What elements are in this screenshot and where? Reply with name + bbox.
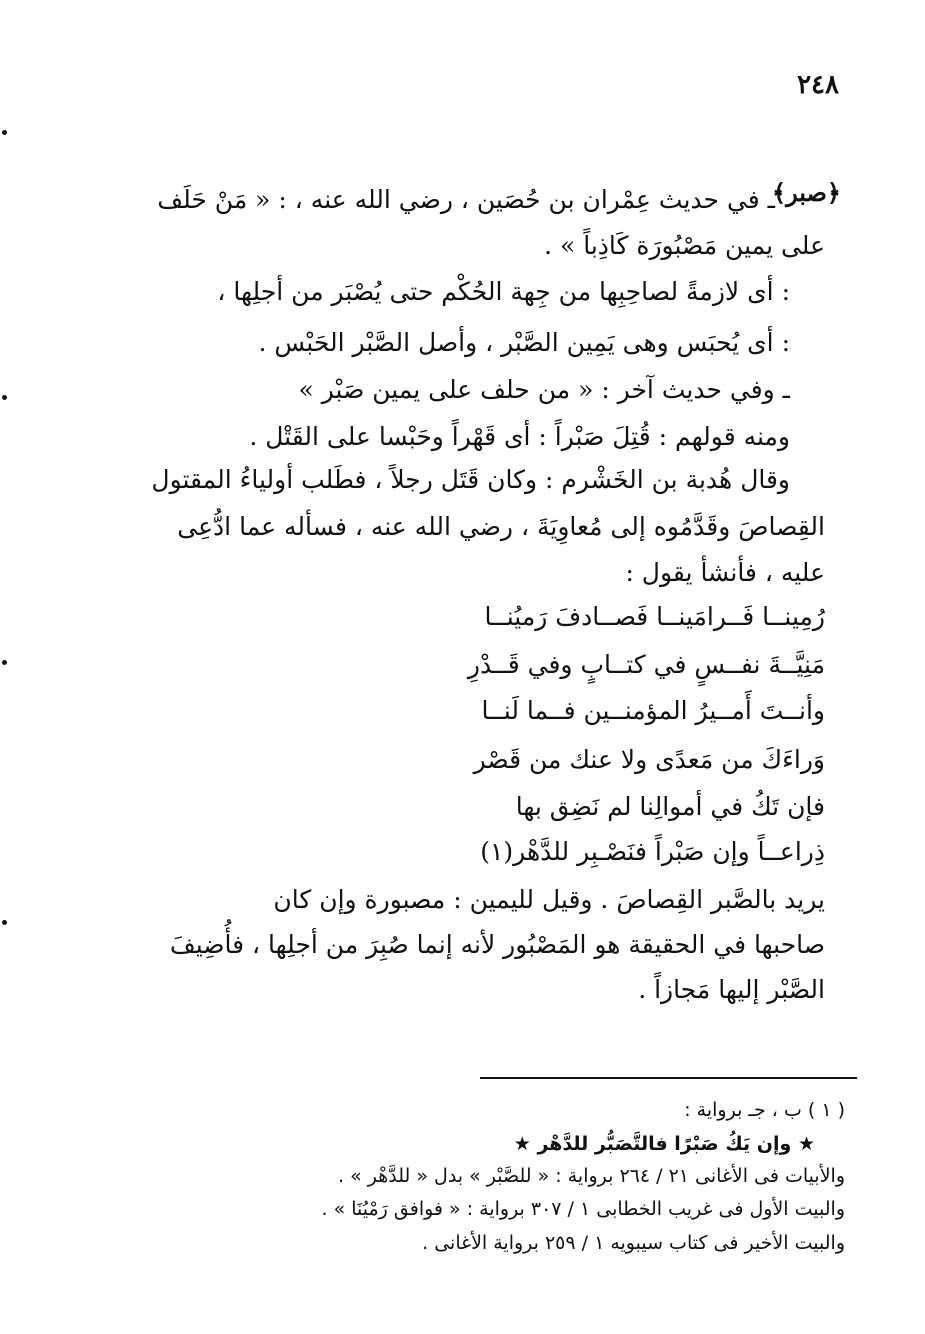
footnote-separator [480,1077,857,1079]
footnote-line: والبيت الأخير فى كتاب سيبويه ١ / ٢٥٩ برواية الأغانى . [422,1232,845,1254]
footnote-line: والأبيات فى الأغانى ٢١ / ٢٦٤ برواية : « للصَّبْر » بدل « للدَّهْر » . [338,1165,845,1187]
scan-mark [2,130,7,135]
footnote-line: ★ وإن يَكُ صَبْرًا فالتَّصَبُّر للدَّهْر ★ [513,1133,815,1155]
footnote-line: ( ١ ) ب ، جـ برواية : [684,1099,845,1121]
text-line: صاحبها في الحقيقة هو المَصْبُور لأنه إنما صُبِرَ من أجلِها ، فأُضِيفَ [169,930,825,959]
text-line: عليه ، فأنشأ يقول : [625,558,825,587]
text-line: يريد بالصَّبر القِصاصَ . وقيل لليمين : مصبورة وإن كان [273,885,825,914]
text-line: ومنه قولهم : قُتِلَ صَبْراً : أى قَهْراً وحَبْسا على القَتْل . [249,422,790,451]
text-line: وقال هُدبة بن الخَشْرم : وكان قَتَل رجلاً ، فطَلب أولياءُ المقتول [151,465,790,494]
scan-mark [2,395,7,400]
poem-verse: وأنــتَ أَمــيرُ المؤمنــين فــما لَنــا [481,696,825,725]
poem-verse: رُمِينــا فَــرامَينــا فَصــادفَ رَميُنــا [484,602,825,631]
text-line: على يمين مَصْبُورَة كَاذِباً » . [544,231,825,260]
text-line: القِصاصَ وقَدَّمُوه إلى مُعاوِيَةَ ، رضي الله عنه ، فسأله عما ادُّعِى [177,512,825,541]
text-line: : أى يُحبَس وهى يَمِين الصَّبْر ، وأصل الصَّبْر الحَبْس . [258,328,790,357]
poem-verse: ذِراعــاً وإن صَبْراً فنَصْـبِر للدَّهْر(١) [480,837,825,866]
text-line: : أى لازمةً لصاحِبِها من جِهة الحُكْم حتى يُصْبَر من أجلِها ، [217,277,790,306]
poem-verse: مَنِيَّــةَ نفــسٍ في كتــابٍ وفي قَــدْرِ [467,650,825,679]
text-line: الصَّبْر إليها مَجازاً . [638,975,825,1004]
text-line: ـ وفي حديث آخر : « من حلف على يمين صَبْر » [298,375,790,404]
poem-verse: وَراءَكَ من مَعدًى ولا عنك من قَصْر [473,745,825,774]
page-number: ٢٤٨ [797,70,839,100]
entry-root-label: ﴿صبر﴾ [772,178,841,207]
footnote-line: والبيت الأول فى غريب الخطابى ١ / ٣٠٧ برواية : « فوافق رَمْيُنَا » . [321,1198,845,1220]
scan-mark [2,660,7,665]
text-line: ـ في حديث عِمْران بن حُصَين ، رضي الله عنه ، : « مَنْ حَلَف [157,185,775,214]
poem-verse: فإن تَكُ في أموالِنا لم نَضِق بها [515,792,825,821]
scan-mark [2,920,7,925]
